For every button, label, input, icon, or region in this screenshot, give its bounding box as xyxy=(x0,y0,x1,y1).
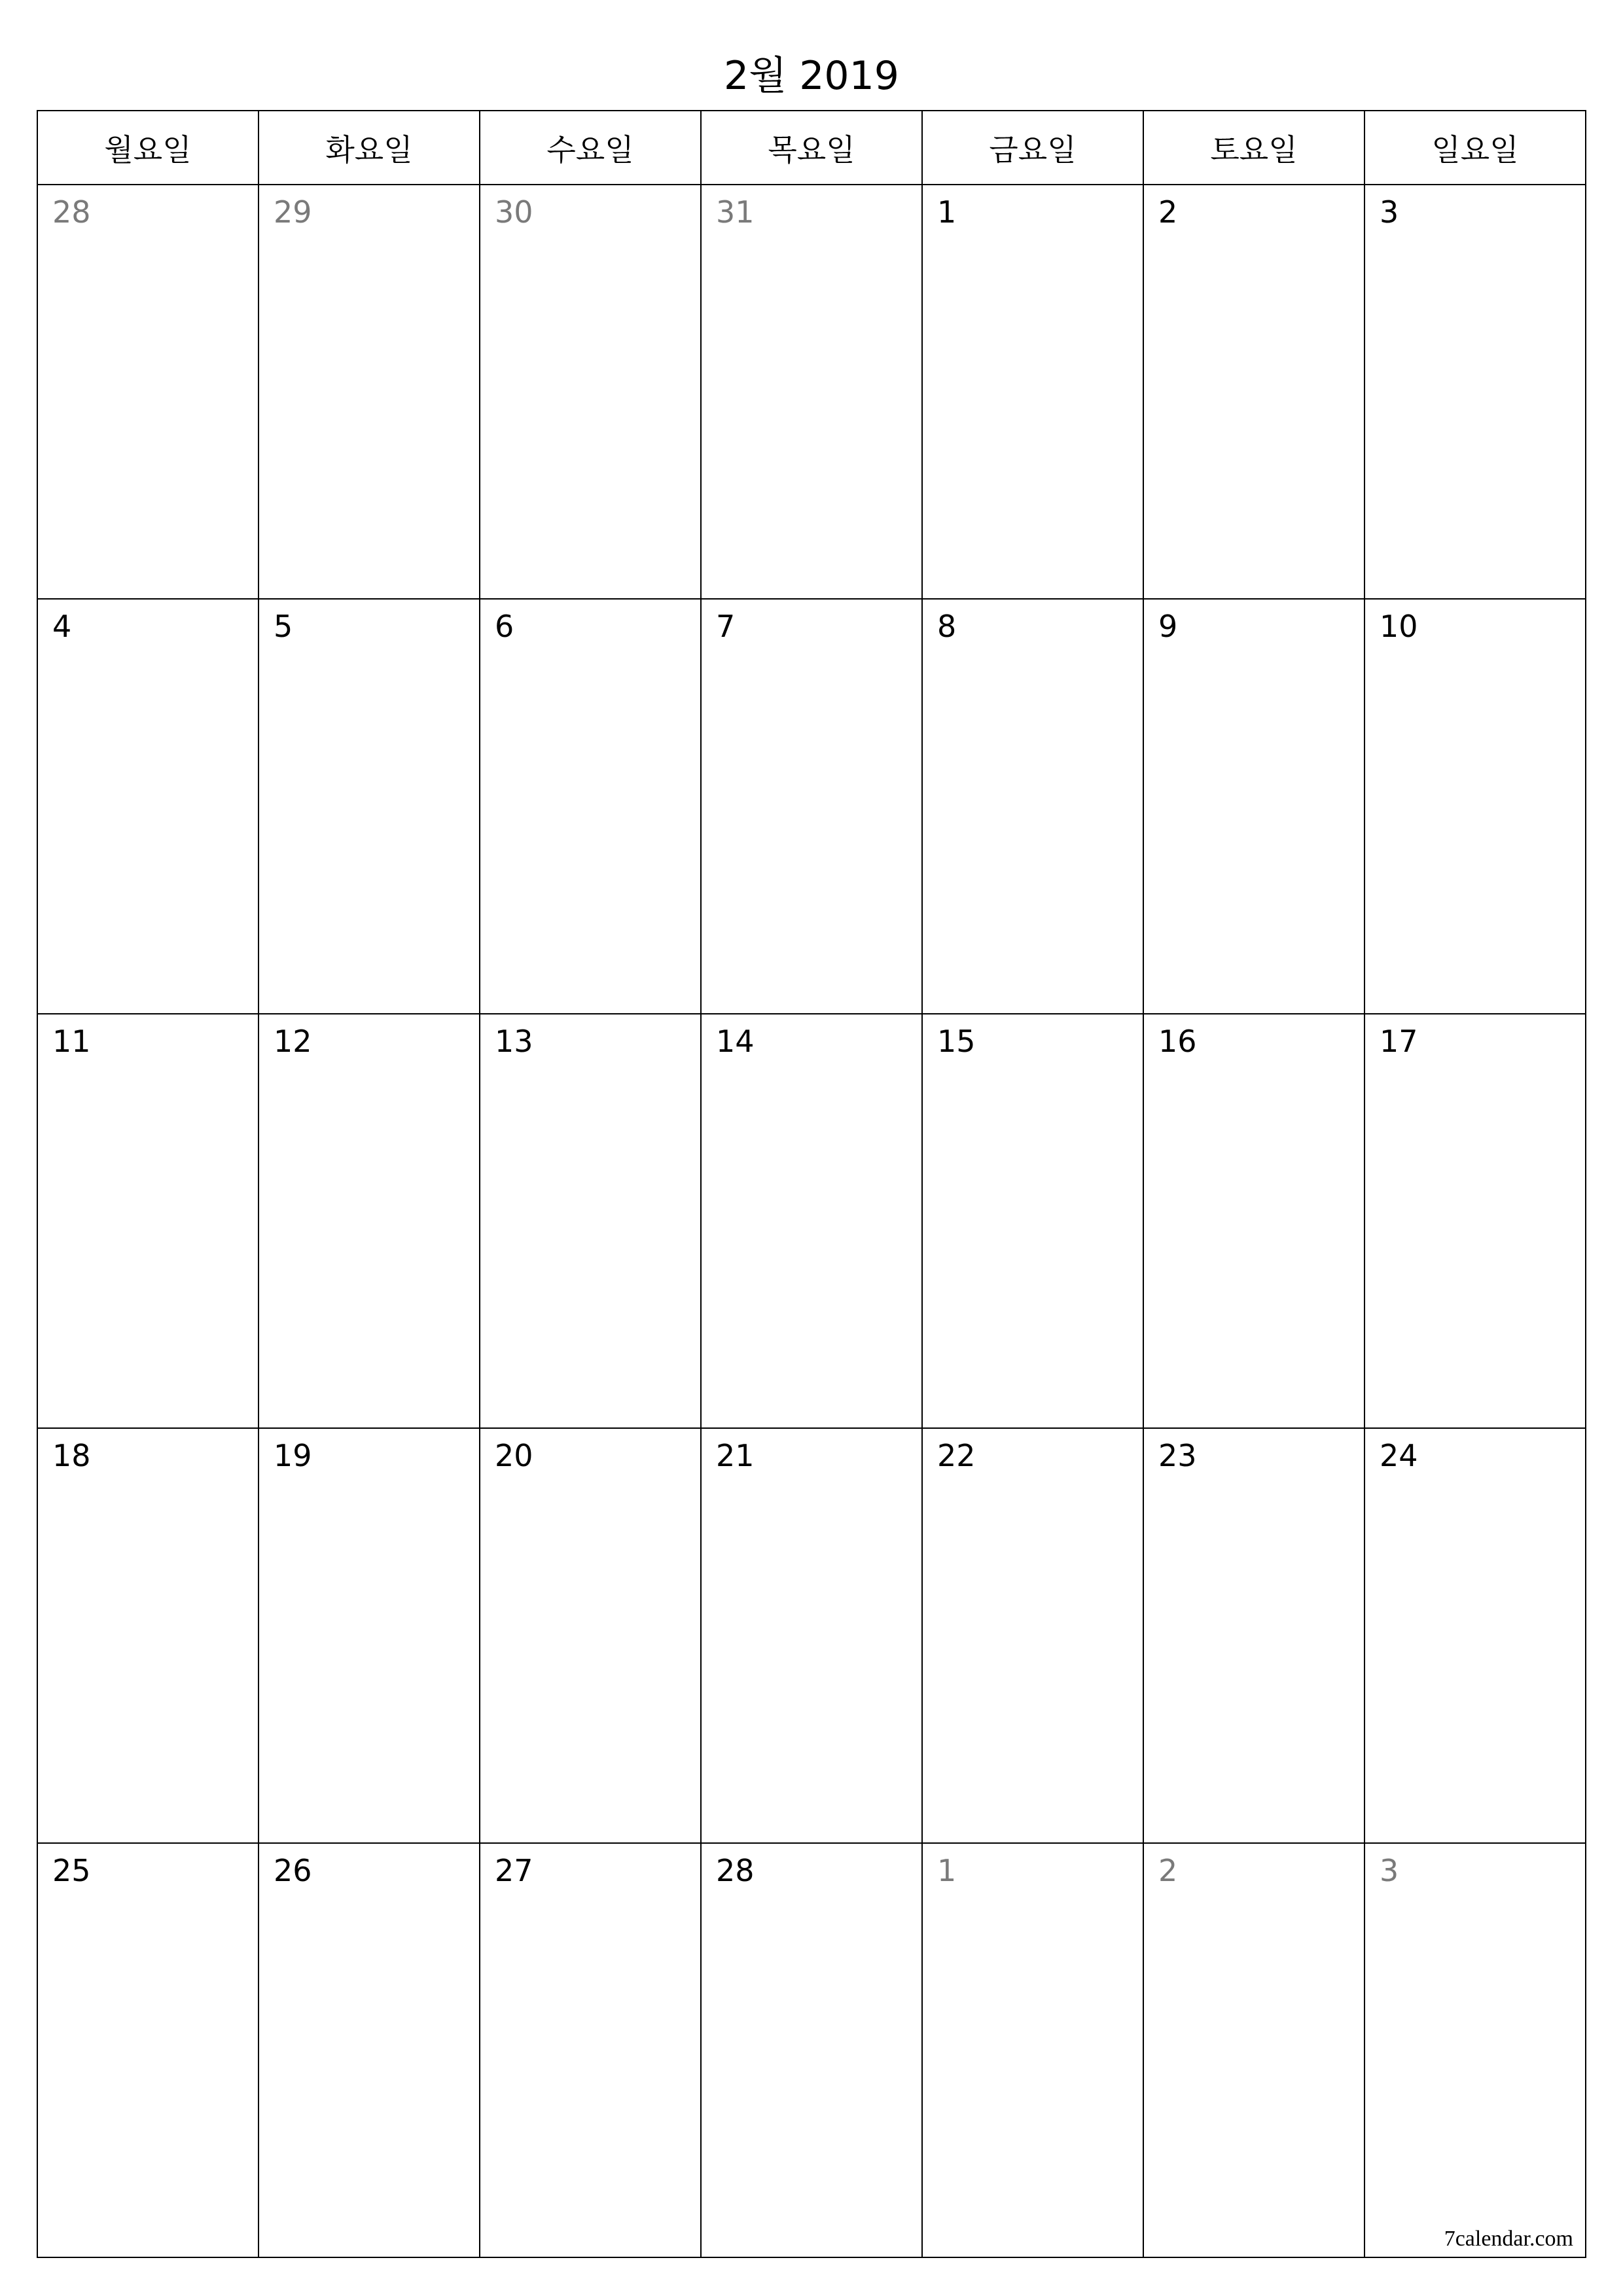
day-number: 28 xyxy=(716,1852,755,1888)
day-cell xyxy=(480,600,702,1014)
day-number: 11 xyxy=(52,1023,91,1059)
weekday-header-wednesday: 수요일 xyxy=(480,111,702,185)
day-cell xyxy=(480,185,702,600)
day-number: 9 xyxy=(1158,609,1178,645)
day-cell xyxy=(38,600,259,1014)
day-number: 1 xyxy=(937,1852,957,1888)
day-number: 16 xyxy=(1158,1023,1197,1059)
day-cell xyxy=(702,600,923,1014)
day-cell xyxy=(702,1014,923,1429)
weekday-header-row xyxy=(38,111,1586,185)
day-cell xyxy=(923,1429,1144,1843)
day-number: 30 xyxy=(495,194,533,230)
day-number: 12 xyxy=(274,1023,312,1059)
day-cell xyxy=(259,600,480,1014)
day-number: 20 xyxy=(495,1438,533,1474)
day-cell xyxy=(923,600,1144,1014)
weeks-grid xyxy=(38,185,1586,2258)
day-cell xyxy=(1365,600,1586,1014)
day-cell xyxy=(923,185,1144,600)
day-cell xyxy=(1144,1844,1365,2258)
day-cell xyxy=(923,1014,1144,1429)
day-cell xyxy=(38,1014,259,1429)
weekday-header-saturday: 토요일 xyxy=(1144,111,1365,185)
day-cell xyxy=(1144,185,1365,600)
watermark: 7calendar.com xyxy=(1444,2227,1573,2251)
page-title: 2월 2019 xyxy=(724,53,899,99)
day-number: 10 xyxy=(1380,609,1418,645)
day-number: 14 xyxy=(716,1023,755,1059)
day-cell xyxy=(480,1844,702,2258)
day-number: 29 xyxy=(274,194,312,230)
day-cell xyxy=(1365,1429,1586,1843)
day-cell xyxy=(1365,1844,1586,2258)
day-number: 26 xyxy=(274,1852,312,1888)
day-cell xyxy=(259,185,480,600)
day-number: 4 xyxy=(52,609,72,645)
day-cell xyxy=(38,1844,259,2258)
day-cell xyxy=(1365,185,1586,600)
day-number: 18 xyxy=(52,1438,91,1474)
day-number: 15 xyxy=(937,1023,976,1059)
day-number: 27 xyxy=(495,1852,533,1888)
weekday-header-sunday: 일요일 xyxy=(1365,111,1586,185)
day-cell xyxy=(259,1429,480,1843)
day-cell xyxy=(702,1844,923,2258)
day-cell xyxy=(1144,1429,1365,1843)
day-cell xyxy=(1365,1014,1586,1429)
weekday-header-friday: 금요일 xyxy=(923,111,1144,185)
weekday-header-thursday: 목요일 xyxy=(702,111,923,185)
day-number: 1 xyxy=(937,194,957,230)
day-number: 28 xyxy=(52,194,91,230)
calendar-grid xyxy=(37,110,1586,2258)
day-number: 13 xyxy=(495,1023,533,1059)
day-number: 8 xyxy=(937,609,957,645)
day-number: 23 xyxy=(1158,1438,1197,1474)
day-number: 22 xyxy=(937,1438,976,1474)
day-cell xyxy=(702,185,923,600)
day-number: 19 xyxy=(274,1438,312,1474)
day-cell xyxy=(259,1014,480,1429)
day-cell xyxy=(480,1429,702,1843)
day-number: 25 xyxy=(52,1852,91,1888)
day-number: 3 xyxy=(1380,1852,1399,1888)
day-number: 2 xyxy=(1158,194,1178,230)
day-cell xyxy=(702,1429,923,1843)
day-number: 3 xyxy=(1380,194,1399,230)
day-cell xyxy=(259,1844,480,2258)
day-cell xyxy=(1144,600,1365,1014)
day-number: 21 xyxy=(716,1438,755,1474)
day-cell xyxy=(38,185,259,600)
day-cell xyxy=(480,1014,702,1429)
day-number: 5 xyxy=(274,609,293,645)
day-cell xyxy=(38,1429,259,1843)
day-number: 6 xyxy=(495,609,514,645)
day-number: 2 xyxy=(1158,1852,1178,1888)
day-cell xyxy=(923,1844,1144,2258)
day-number: 7 xyxy=(716,609,736,645)
day-number: 17 xyxy=(1380,1023,1418,1059)
day-number: 31 xyxy=(716,194,755,230)
weekday-header-tuesday: 화요일 xyxy=(259,111,480,185)
day-cell xyxy=(1144,1014,1365,1429)
weekday-header-monday: 월요일 xyxy=(38,111,259,185)
day-number: 24 xyxy=(1380,1438,1418,1474)
